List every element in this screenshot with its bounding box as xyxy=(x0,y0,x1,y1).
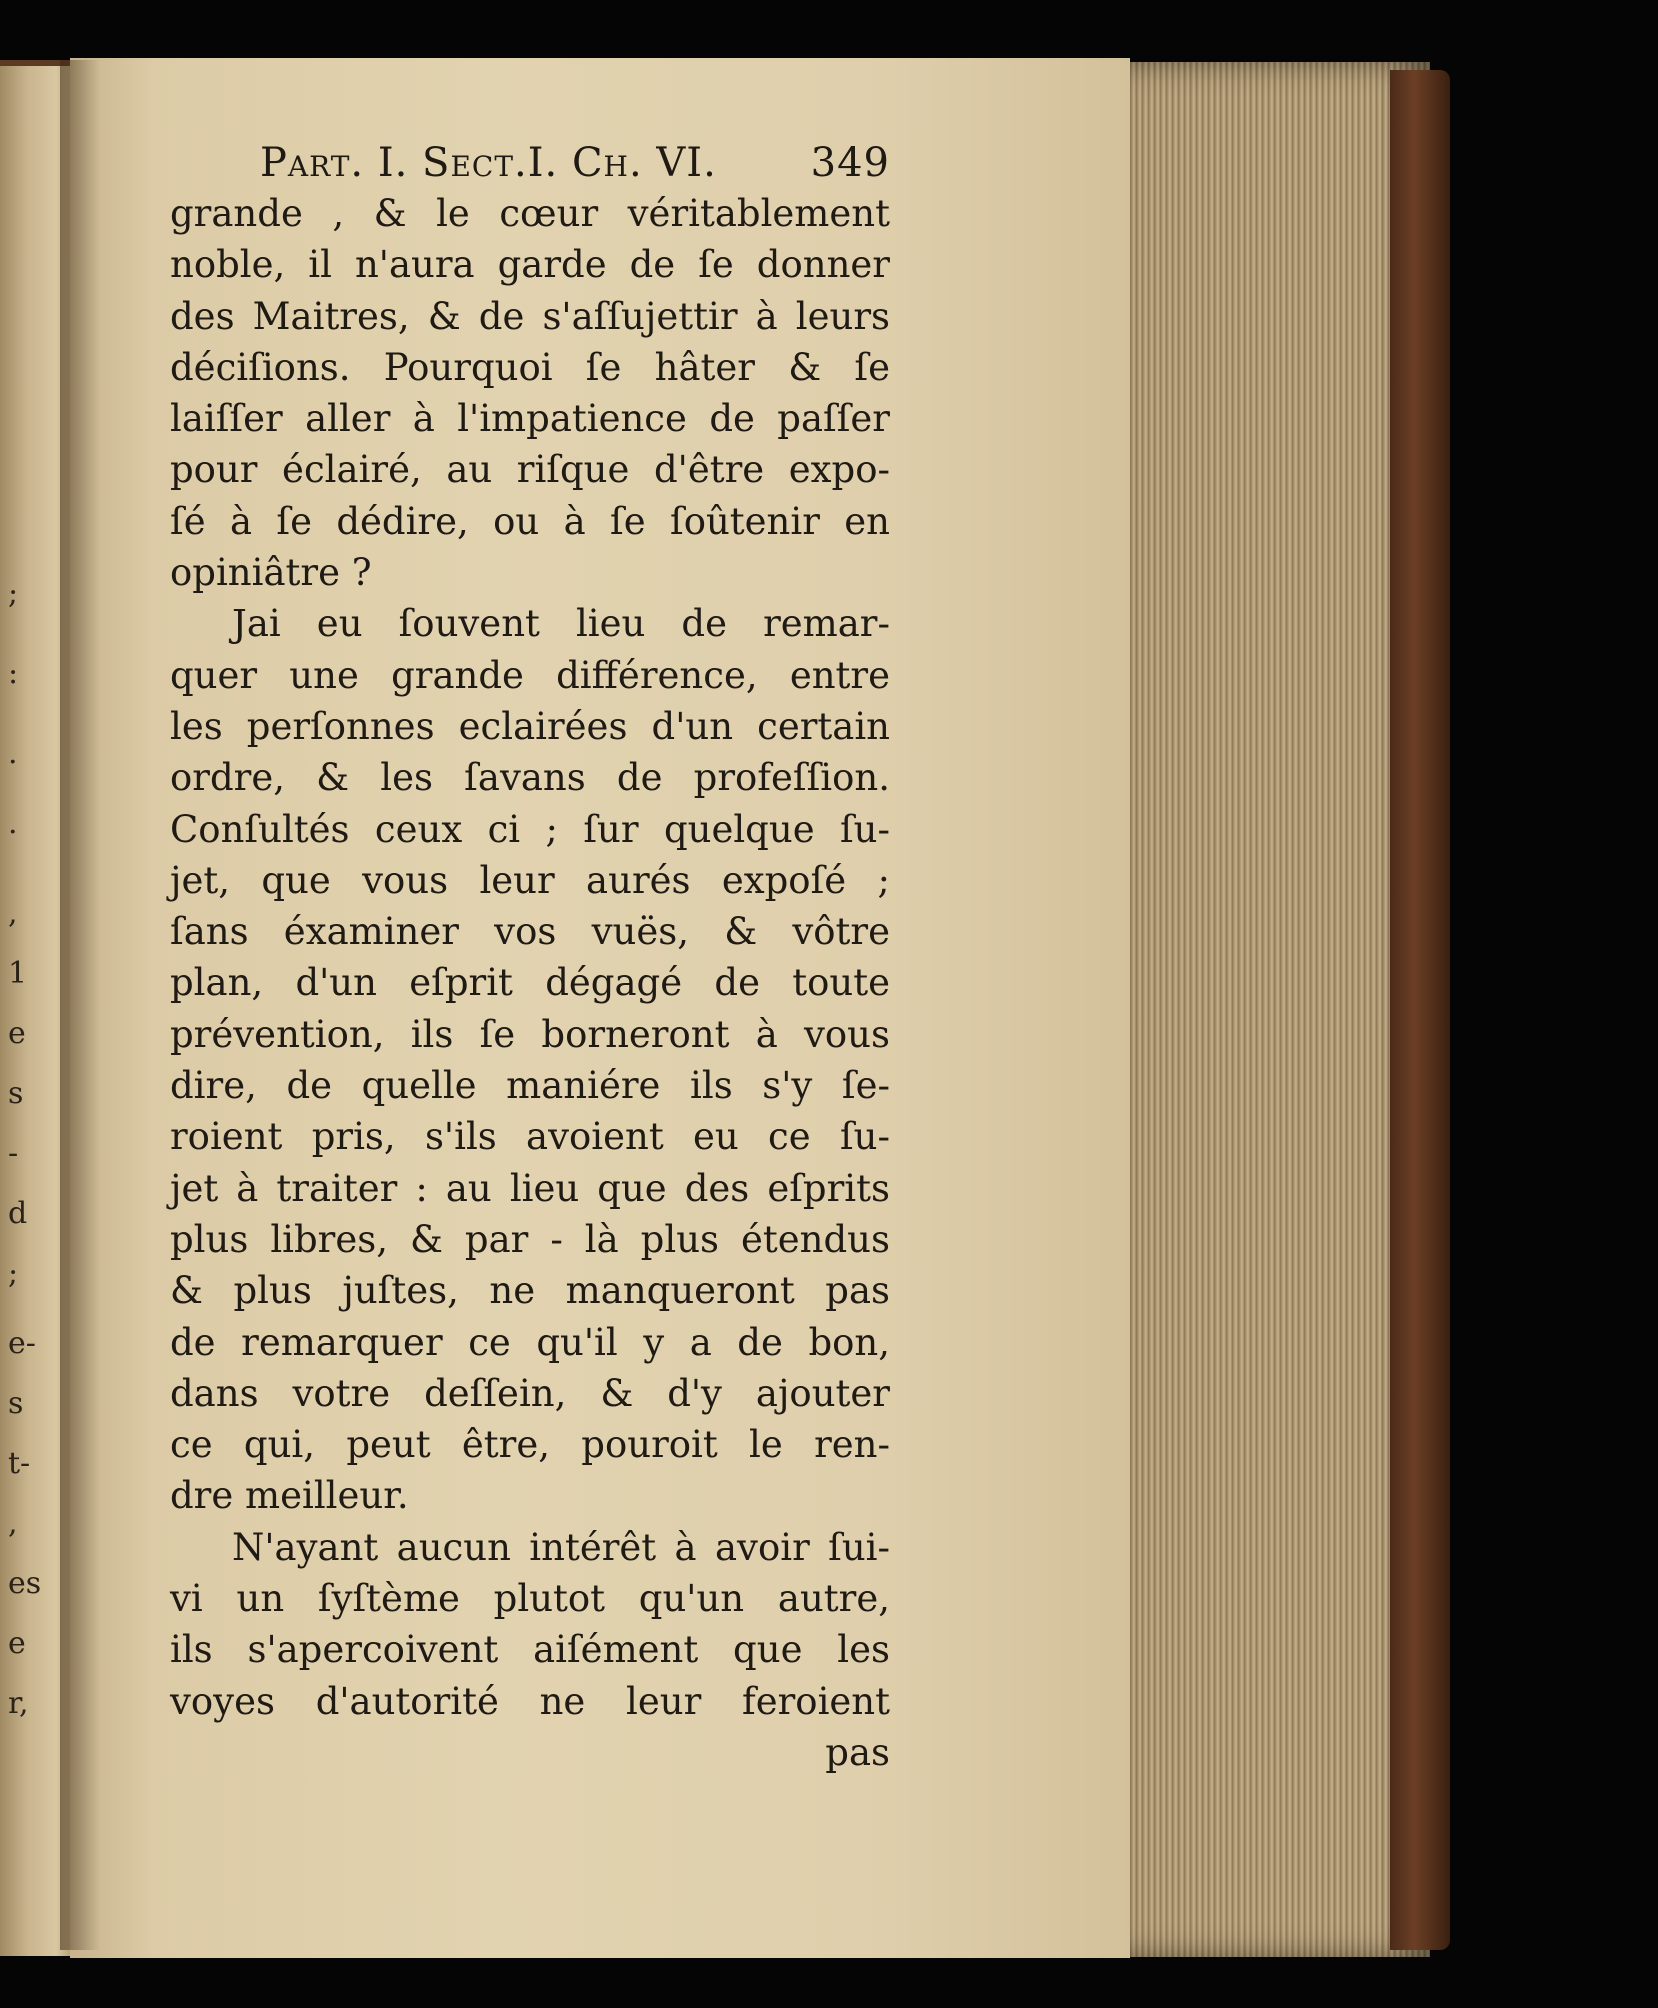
facing-page-fragment: ; xyxy=(8,576,19,611)
text-line: voyes d'autorité ne leur feroient xyxy=(170,1679,890,1723)
text-line: de remarquer ce qu'il y a de bon, xyxy=(170,1320,890,1364)
text-line: vi un ſyſtème plutot qu'un autre, xyxy=(170,1577,890,1621)
facing-page-fragment: , xyxy=(8,896,18,931)
text-line: prévention, ils ſe borneront à vous xyxy=(170,1012,890,1056)
text-line: opiniâtre ? xyxy=(170,551,372,595)
facing-page-fragment: , xyxy=(8,1506,18,1541)
text-line: dre meilleur. xyxy=(170,1474,409,1518)
facing-page-fragment: ; xyxy=(8,1256,19,1291)
gutter-shadow xyxy=(60,60,100,1950)
text-line: noble, il n'aura garde de ſe donner xyxy=(170,243,890,287)
facing-page-fragment: . xyxy=(8,806,18,841)
page-fore-edge xyxy=(1130,62,1430,1957)
text-line: déciſions. Pourquoi ſe hâter & ſe xyxy=(170,345,890,389)
text-line: ſé à ſe dédire, ou à ſe ſoûtenir en xyxy=(170,499,890,543)
text-line: grande , & le cœur véritablement xyxy=(170,192,890,235)
text-line: roient pris, s'ils avoient eu ce ſu- xyxy=(170,1115,890,1159)
text-line: N'ayant aucun intérêt à avoir ſui- xyxy=(232,1525,890,1569)
text-line: ordre, & les ſavans de profeſſion. xyxy=(170,756,890,800)
text-line: ſans éxaminer vos vuës, & vôtre xyxy=(170,910,890,954)
page-number: 349 xyxy=(810,140,890,186)
text-line: jet, que vous leur aurés expoſé ; xyxy=(170,858,890,902)
facing-page-fragment: d xyxy=(8,1196,28,1231)
facing-page-fragment: - xyxy=(8,1136,19,1171)
catchword: pas xyxy=(825,1730,890,1774)
text-line: plus libres, & par - là plus étendus xyxy=(170,1217,890,1261)
text-line: laiſſer aller à l'impatience de paſſer xyxy=(170,397,890,441)
running-head xyxy=(170,140,890,186)
running-head-title: Part. I. Sect.I. Ch. VI. xyxy=(260,140,717,186)
text-line: plan, d'un eſprit dégagé de toute xyxy=(170,961,890,1005)
facing-page-fragment: r, xyxy=(8,1686,29,1721)
facing-page-fragment: 1 xyxy=(8,956,28,991)
facing-page-fragment: : xyxy=(8,656,19,691)
facing-page-fragment: t- xyxy=(8,1446,31,1481)
text-line: des Maitres, & de s'aſſujettir à leurs xyxy=(170,294,890,338)
facing-page-fragment: e xyxy=(8,1626,26,1661)
text-line: Conſultés ceux ci ; ſur quelque ſu- xyxy=(170,807,890,851)
text-line: dans votre deſſein, & d'y ajouter xyxy=(170,1371,890,1415)
facing-page-fragment: s xyxy=(8,1386,24,1421)
text-line: ce qui, peut être, pouroit le ren- xyxy=(170,1423,890,1467)
book-cover-edge xyxy=(1390,70,1450,1950)
text-line: ils s'apercoivent aiſément que les xyxy=(170,1628,890,1672)
facing-page-fragment: s xyxy=(8,1076,24,1111)
page-text-block xyxy=(170,140,890,1778)
facing-page-fragment: e xyxy=(8,1016,26,1051)
facing-page-fragment: . xyxy=(8,736,18,771)
text-line: Jai eu ſouvent lieu de remar- xyxy=(232,602,890,646)
facing-page-fragment: e- xyxy=(8,1326,36,1361)
facing-page-fragment: es xyxy=(8,1566,42,1601)
text-line: & plus juſtes, ne manqueront pas xyxy=(170,1269,890,1313)
text-line: les perſonnes eclairées d'un certain xyxy=(170,704,890,748)
text-line: quer une grande différence, entre xyxy=(170,653,890,697)
text-line: jet à traiter : au lieu que des eſprits xyxy=(170,1166,890,1210)
text-line: pour éclairé, au riſque d'être expo- xyxy=(170,448,890,492)
text-line: dire, de quelle maniére ils s'y ſe- xyxy=(170,1064,890,1108)
body-text xyxy=(170,188,890,1727)
